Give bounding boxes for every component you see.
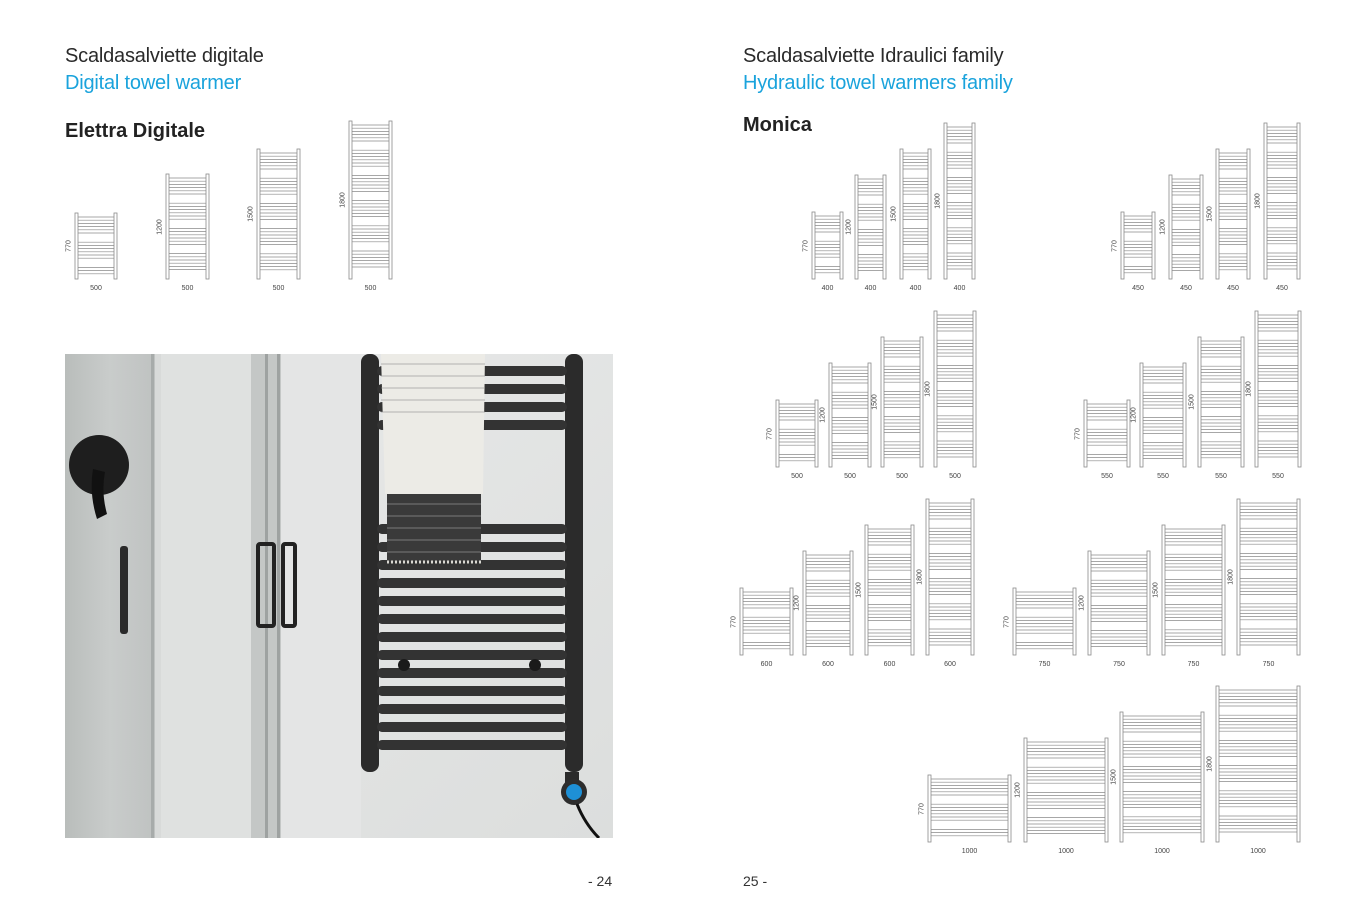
towel-rail-diagram	[927, 774, 1012, 843]
section-title-italian: Scaldasalviette digitale	[65, 45, 264, 67]
rail-width-label: 600	[944, 661, 956, 668]
rail-width-label: 450	[1132, 285, 1144, 292]
rail-height-label: 1200	[793, 595, 801, 611]
rail-height-label: 1800	[924, 381, 932, 397]
rail-height-label: 770	[1111, 239, 1119, 252]
rail-height-label: 1500	[1206, 206, 1214, 222]
rail-width-label: 500	[844, 473, 856, 480]
rail-width-label: 450	[1180, 285, 1192, 292]
rail-width-label: 550	[1101, 473, 1113, 480]
rail-height-label: 1200	[1159, 219, 1167, 235]
rail-height-label: 1200	[845, 219, 853, 235]
rail-width-label: 400	[821, 285, 834, 292]
page-number: - 24	[588, 873, 613, 889]
rail-height-label: 1200	[1014, 782, 1022, 798]
rail-height-label: 770	[802, 239, 810, 252]
towel-rail-diagram	[864, 524, 915, 656]
towel-rail-diagram	[1119, 711, 1205, 843]
section-title-italian: Scaldasalviette Idraulici family	[743, 45, 1004, 67]
towel-rail-diagram	[739, 587, 794, 656]
rail-height-label: 1500	[247, 206, 255, 222]
rail-width-label: 550	[1272, 473, 1284, 480]
rail-width-label: 600	[760, 661, 773, 668]
towel-rail-diagram	[256, 148, 301, 280]
rail-height-label: 1800	[934, 193, 942, 209]
rail-width-label: 1000	[1250, 848, 1266, 855]
towel-rail-diagram	[1023, 737, 1109, 843]
rail-height-label: 770	[766, 427, 774, 440]
rail-height-label: 770	[1074, 427, 1082, 440]
rail-width-label: 400	[864, 285, 877, 292]
rail-width-label: 1000	[1058, 848, 1074, 855]
rail-width-label: 500	[949, 473, 961, 480]
rail-width-label: 500	[364, 285, 377, 292]
rail-height-label: 1800	[1254, 193, 1262, 209]
rail-width-label: 600	[883, 661, 896, 668]
towel-rail-diagram	[802, 550, 854, 656]
rail-width-label: 750	[1038, 661, 1051, 668]
rail-height-label: 1800	[339, 192, 347, 208]
rail-height-label: 1500	[1152, 582, 1160, 598]
page-number: 25 -	[743, 873, 768, 889]
rail-height-label: 1500	[855, 582, 863, 598]
rail-width-label: 750	[1262, 661, 1275, 668]
towel-rail-diagram	[1197, 336, 1245, 468]
rail-height-label: 1200	[1130, 407, 1138, 423]
rail-height-label: 770	[730, 615, 738, 628]
towel-rail-diagram	[1263, 122, 1301, 280]
towel-rail-diagram	[1083, 399, 1131, 468]
rail-width-label: 550	[1157, 473, 1169, 480]
section-title-english: Digital towel warmer	[65, 72, 242, 94]
towel-rail-diagram	[348, 120, 393, 280]
rail-width-label: 500	[791, 473, 803, 480]
rail-height-label: 770	[1003, 615, 1011, 628]
towel-rail-diagram	[1215, 685, 1301, 843]
rail-width-label: 500	[181, 285, 194, 292]
towel-rail-diagram	[943, 122, 976, 280]
towel-rail-diagram	[811, 211, 844, 280]
rail-height-label: 1200	[819, 407, 827, 423]
rail-height-label: 1800	[1206, 756, 1214, 772]
section-title-english: Hydraulic towel warmers family	[743, 72, 1013, 94]
rail-width-label: 500	[90, 285, 102, 292]
towel-rail-diagram	[1168, 174, 1204, 280]
towel-rail-diagram	[1012, 587, 1077, 656]
rail-height-label: 1500	[1188, 394, 1196, 410]
towel-rail-diagram	[1236, 498, 1301, 656]
rail-width-label: 500	[896, 473, 908, 480]
towel-rail-diagram	[1254, 310, 1302, 468]
towel-rail-diagram	[899, 148, 932, 280]
towel-rail-diagram	[933, 310, 977, 468]
rail-height-label: 1800	[1227, 569, 1235, 585]
towel-rail-diagram	[925, 498, 975, 656]
bathroom-photo-illustration	[65, 354, 613, 838]
towel-rail-diagram	[1139, 362, 1187, 468]
rail-height-label: 1800	[1245, 381, 1253, 397]
towel-rail-diagram	[1120, 211, 1156, 280]
rail-width-label: 550	[1215, 473, 1227, 480]
model-name: Monica	[743, 114, 812, 136]
rail-width-label: 1000	[961, 848, 978, 855]
towel-rail-diagram	[828, 362, 872, 468]
rail-width-label: 1000	[1154, 848, 1170, 855]
rail-height-label: 1500	[871, 394, 879, 410]
rail-width-label: 400	[953, 285, 966, 292]
rail-height-label: 1500	[1110, 769, 1118, 785]
rail-height-label: 1200	[156, 218, 164, 235]
towel-rail-diagram	[880, 336, 924, 468]
rail-width-label: 500	[272, 285, 285, 292]
rail-width-label: 750	[1187, 661, 1200, 668]
towel-rail-diagram	[854, 174, 887, 280]
product-photo	[65, 354, 613, 838]
rail-height-label: 1800	[916, 569, 924, 585]
rail-height-label: 1500	[890, 206, 898, 222]
towel-rail-diagram	[165, 173, 210, 280]
rail-height-label: 770	[65, 240, 73, 252]
rail-width-label: 600	[822, 661, 834, 668]
towel-rail-diagram	[1161, 524, 1226, 656]
model-name: Elettra Digitale	[65, 120, 206, 142]
rail-width-label: 750	[1113, 661, 1125, 668]
rail-height-label: 770	[918, 802, 926, 815]
rail-width-label: 450	[1227, 285, 1239, 292]
towel-rail-diagram	[1215, 148, 1251, 280]
towel-rail-diagram	[74, 212, 118, 280]
towel-rail-diagram	[1087, 550, 1151, 656]
towel-rail-diagram	[775, 399, 819, 468]
rail-width-label: 400	[909, 285, 922, 292]
rail-height-label: 1200	[1078, 595, 1086, 611]
rail-width-label: 450	[1276, 285, 1288, 292]
